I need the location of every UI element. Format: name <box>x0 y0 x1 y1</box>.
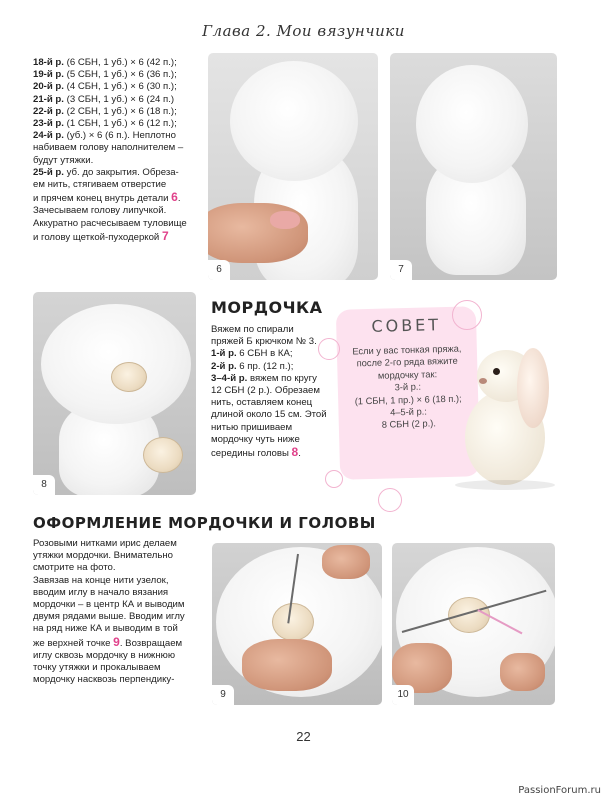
text-line: ем нить, стягиваем отверстие <box>33 179 167 191</box>
photo-number: 7 <box>390 260 412 280</box>
photo-ref-9: 9 <box>113 634 120 649</box>
text-line: набиваем голову наполнителем – <box>33 142 184 154</box>
text-line: 12 СБН (2 р.). Обрезаем <box>211 385 320 397</box>
photo-number: 10 <box>392 685 414 705</box>
advice-title: СОВЕТ <box>371 315 442 336</box>
toy-ear <box>517 348 549 428</box>
advice-text: Если у вас тонкая пряжа, после 2-го ряда вяжите мордочку так: 3-й р.: (1 СБН, 1 пр.) × 6 (18 п.); 4–5-й р.: 8 СБН (2 р.). <box>352 343 462 431</box>
photo-6 <box>208 53 378 280</box>
text-line: двумя рядами выше. Вводим иглу <box>33 611 185 623</box>
text-line: иглу сквозь мордочку в нижнюю <box>33 649 176 661</box>
fingernail <box>270 211 300 229</box>
row-24: 24-й р. (уб.) × 6 (6 п.). Неплотно <box>33 130 176 142</box>
text-line: нитью пришиваем <box>211 421 293 433</box>
text-line: на ряд ниже КА и выводим в той <box>33 623 178 635</box>
decorative-circle <box>325 470 343 488</box>
text-line: Вяжем по спирали <box>211 324 294 335</box>
page-number: 22 <box>296 729 311 744</box>
text-line: и прячем конец внутрь детали 6. <box>33 190 181 205</box>
text-line: пряжей Б крючком № 3. <box>211 336 317 348</box>
toy-shadow <box>455 480 555 490</box>
text-line: утяжки мордочки. Внимательно <box>33 550 173 562</box>
row-25: 25-й р. уб. до закрытия. Обреза- <box>33 166 179 178</box>
body-pattern-text <box>33 57 208 244</box>
finger <box>500 653 545 691</box>
text-line: мордочки – в центр КА и выводим <box>33 599 185 611</box>
muzzle-piece <box>272 603 314 641</box>
chapter-title: Глава 2. Мои вязунчики <box>202 22 405 40</box>
photo-9 <box>212 543 382 705</box>
bunny-head <box>416 65 528 183</box>
decorative-circle <box>452 300 482 330</box>
photo-ref-8: 8 <box>291 445 299 460</box>
spare-muzzle <box>143 437 183 473</box>
text-line: середины головы 8. <box>211 445 301 460</box>
muzzle-row-2: 2-й р. 6 пр. (12 п.); <box>211 360 294 372</box>
muzzle-piece <box>111 362 147 392</box>
text-line: Аккуратно расчесываем туловище <box>33 217 187 229</box>
muzzle-title: МОРДОЧКА <box>211 298 323 317</box>
toy-nose <box>479 378 487 384</box>
text-line: вводим иглу в начало вязания <box>33 586 169 598</box>
bunny-head <box>230 61 358 181</box>
finger <box>322 545 370 579</box>
row-22: 22-й р. (2 СБН, 1 уб.) × 6 (18 п.); <box>33 105 177 117</box>
photo-number: 6 <box>208 260 230 280</box>
text-line: Розовыми нитками ирис делаем <box>33 538 177 549</box>
text-line: нить, оставляем конец <box>211 397 313 409</box>
photo-number: 8 <box>33 475 55 495</box>
bunny-toy-photo <box>455 330 555 495</box>
row-21: 21-й р. (3 СБН, 1 уб.) × 6 (24 п.) <box>33 93 175 105</box>
row-19: 19-й р. (5 СБН, 1 уб.) × 6 (36 п.); <box>33 69 177 81</box>
text-line: будут утяжки. <box>33 154 94 166</box>
hand <box>242 639 332 691</box>
text-line: Завязав на конце нити узелок, <box>33 574 169 586</box>
watermark: PassionForum.ru <box>518 785 601 796</box>
design-title: ОФОРМЛЕНИЕ МОРДОЧКИ И ГОЛОВЫ <box>33 514 376 532</box>
toy-eye <box>493 368 500 375</box>
row-18: 18-й р. (6 СБН, 1 уб.) × 6 (42 п.); <box>33 57 177 68</box>
bunny-head <box>41 304 191 424</box>
text-line: же верхней точке 9. Возвращаем <box>33 634 183 649</box>
photo-7 <box>390 53 557 280</box>
text-line: длиной около 15 см. Этой <box>211 409 327 421</box>
text-line: смотрите на фото. <box>33 562 116 574</box>
design-text <box>33 538 211 686</box>
muzzle-row-1: 1-й р. 6 СБН в КА; <box>211 348 293 360</box>
photo-ref-7: 7 <box>161 228 169 243</box>
text-line: мордочку чуть ниже <box>211 433 300 445</box>
text-line: Зачесываем голову липучкой. <box>33 205 167 217</box>
text-line: и голову щеткой-пуходеркой 7 <box>33 228 169 243</box>
photo-8 <box>33 292 196 495</box>
photo-ref-6: 6 <box>171 190 178 205</box>
decorative-circle <box>318 338 340 360</box>
muzzle-row-3-4: 3–4-й р. вяжем по кругу <box>211 372 317 384</box>
photo-10 <box>392 543 555 705</box>
text-line: мордочку насквозь перпендику- <box>33 674 175 686</box>
photo-number: 9 <box>212 685 234 705</box>
row-23: 23-й р. (1 СБН, 1 уб.) × 6 (12 п.); <box>33 118 177 130</box>
row-20: 20-й р. (4 СБН, 1 уб.) × 6 (30 п.); <box>33 81 177 93</box>
text-line: точку утяжки и прокалываем <box>33 662 161 674</box>
decorative-circle <box>378 488 402 512</box>
